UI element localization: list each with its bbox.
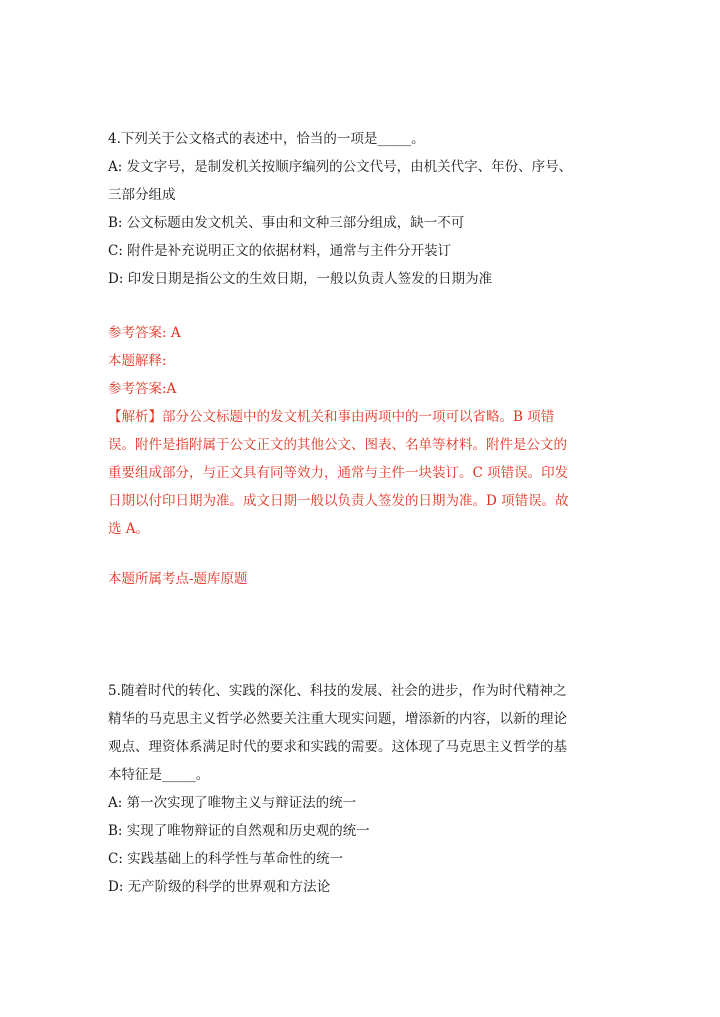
question-5 (108, 677, 608, 901)
question-4-option-d: D: 印发日期是指公文的生效日期，一般以负责人签发的日期为准 (108, 271, 493, 287)
question-4-option-b: B: 公文标题由发文机关、事由和文种三部分组成，缺一不可 (108, 215, 465, 231)
question-5-option-c: C: 实践基础上的科学性与革命性的统一 (108, 851, 344, 867)
question-5-option-d: D: 无产阶级的科学的世界观和方法论 (108, 879, 331, 895)
question-5-stem-line-2: 精华的马克思主义哲学必然要关注重大现实问题，增添新的内容，以新的理论 (108, 711, 567, 727)
question-5-stem-line-1: 5.随着时代的转化、实践的深化、科技的发展、社会的进步，作为时代精神之 (108, 683, 567, 699)
document-page (108, 125, 608, 901)
question-5-stem-line-4: 本特征是_____。 (108, 767, 210, 783)
question-5-option-b: B: 实现了唯物辩证的自然观和历史观的统一 (108, 823, 370, 839)
question-4-analysis-line-2: 误。附件是指附属于公文正文的其他公文、图表、名单等材料。附件是公文的 (108, 437, 567, 453)
spacer (108, 293, 608, 319)
question-4-topic: 本题所属考点-题库原题 (108, 571, 248, 587)
question-4 (108, 125, 608, 593)
question-4-answer: 参考答案: A (108, 325, 181, 341)
question-4-analysis-line-3: 重要组成部分，与正文具有同等效力，通常与主件一块装订。C 项错误。印发 (108, 465, 569, 481)
spacer (108, 593, 608, 677)
question-4-answer-repeat: 参考答案:A (108, 381, 177, 397)
question-4-option-c: C: 附件是补充说明正文的依据材料，通常与主件分开装订 (108, 243, 452, 259)
question-4-stem: 4.下列关于公文格式的表述中，恰当的一项是_____。 (108, 131, 425, 147)
spacer (108, 543, 608, 565)
question-5-option-a: A: 第一次实现了唯物主义与辩证法的统一 (108, 795, 357, 811)
question-4-explanation-title: 本题解释: (108, 353, 167, 369)
question-4-option-a: A: 发文字号，是制发机关按顺序编列的公文代号，由机关代字、年份、序号、 (108, 159, 573, 175)
question-4-analysis-line-5: 选 A。 (108, 521, 150, 537)
question-4-option-a-continued: 三部分组成 (108, 187, 176, 203)
question-5-stem-line-3: 观点、理资体系满足时代的要求和实践的需要。这体现了马克思主义哲学的基 (108, 739, 567, 755)
question-4-analysis-line-4: 日期以付印日期为准。成文日期一般以负责人签发的日期为准。D 项错误。故 (108, 493, 569, 509)
question-4-analysis-line-1: 【解析】部分公文标题中的发文机关和事由两项中的一项可以省略。B 项错 (108, 409, 555, 425)
